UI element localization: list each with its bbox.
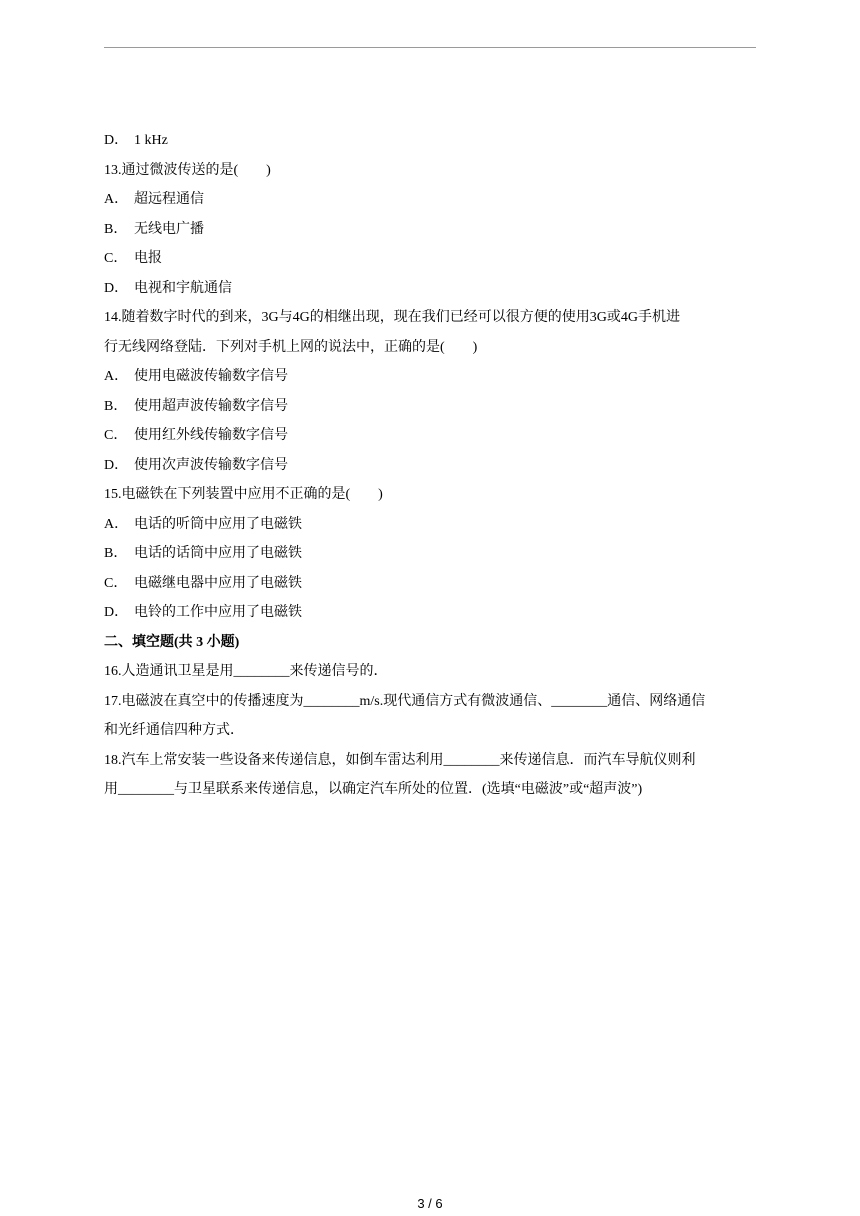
option-letter: D．	[104, 280, 129, 296]
document-body	[104, 126, 756, 805]
q17-line2: 和光纤通信四种方式．	[104, 723, 244, 738]
q15-option-d	[104, 598, 756, 628]
option-text: 使用次声波传输数字信号	[134, 457, 288, 473]
q14-option-b	[104, 392, 756, 422]
option-letter: C．	[104, 251, 128, 266]
option-letter: C．	[104, 428, 128, 443]
option-letter: A．	[104, 192, 129, 207]
option-text: 超远程通信	[134, 192, 204, 207]
page-number: 3 / 6	[417, 1196, 443, 1211]
option-text: 无线电广播	[134, 221, 204, 237]
option-text: 电话的听筒中应用了电磁铁	[134, 516, 302, 532]
q13-option-b	[104, 215, 756, 245]
q14-stem-line2: 行无线网络登陆．下列对手机上网的说法中，正确的是( )	[104, 339, 478, 355]
q15-option-a	[104, 510, 756, 540]
q13-option-c	[104, 244, 756, 274]
option-text: 使用红外线传输数字信号	[134, 428, 288, 443]
q12-option-d	[104, 126, 756, 156]
option-letter: B．	[104, 398, 128, 414]
option-letter: B．	[104, 221, 128, 237]
option-letter: C．	[104, 575, 128, 591]
q17-line1: 17.电磁波在真空中的传播速度为________m/s.现代通信方式有微波通信、________通信、网络通信	[104, 693, 706, 709]
option-letter: B．	[104, 546, 128, 561]
q15-option-c	[104, 569, 756, 599]
q14-option-c	[104, 421, 756, 451]
q18-line1: 18.汽车上常安装一些设备来传递信息，如倒车雷达利用________来传递信息．而汽车导航仪则利	[104, 752, 696, 768]
option-text: 电磁继电器中应用了电磁铁	[134, 575, 302, 591]
q16-text: 16.人造通讯卫星是用________来传递信号的．	[104, 664, 388, 679]
q15-option-b	[104, 539, 756, 569]
option-text: 电话的话筒中应用了电磁铁	[134, 546, 302, 561]
header-rule	[104, 47, 756, 48]
q13-option-a	[104, 185, 756, 215]
option-text: 电视和宇航通信	[134, 280, 232, 296]
option-text: 电铃的工作中应用了电磁铁	[134, 605, 302, 620]
option-text: 电报	[134, 251, 162, 266]
option-letter: A．	[104, 369, 129, 384]
option-letter: D．	[104, 457, 129, 473]
option-text: 使用超声波传输数字信号	[134, 398, 288, 414]
option-text: 使用电磁波传输数字信号	[134, 369, 288, 384]
option-letter: D．	[104, 133, 129, 148]
q15-stem: 15.电磁铁在下列装置中应用不正确的是( )	[104, 487, 383, 502]
option-letter: A．	[104, 516, 129, 532]
option-letter: D．	[104, 605, 129, 620]
q14-option-a	[104, 362, 756, 392]
q14-stem-line1: 14.随着数字时代的到来，3G与4G的相继出现，现在我们已经可以很方便的使用3G或4G手机进	[104, 310, 680, 325]
section-heading-fill-in: 二、填空题(共 3 小题)	[104, 634, 240, 650]
q13-option-d	[104, 274, 756, 304]
option-text: 1 kHz	[134, 133, 168, 148]
q18-line2: 用________与卫星联系来传递信息，以确定汽车所处的位置．(选填“电磁波”或“超声波”)	[104, 782, 643, 797]
q14-option-d	[104, 451, 756, 481]
q13-stem: 13.通过微波传送的是( )	[104, 162, 271, 178]
